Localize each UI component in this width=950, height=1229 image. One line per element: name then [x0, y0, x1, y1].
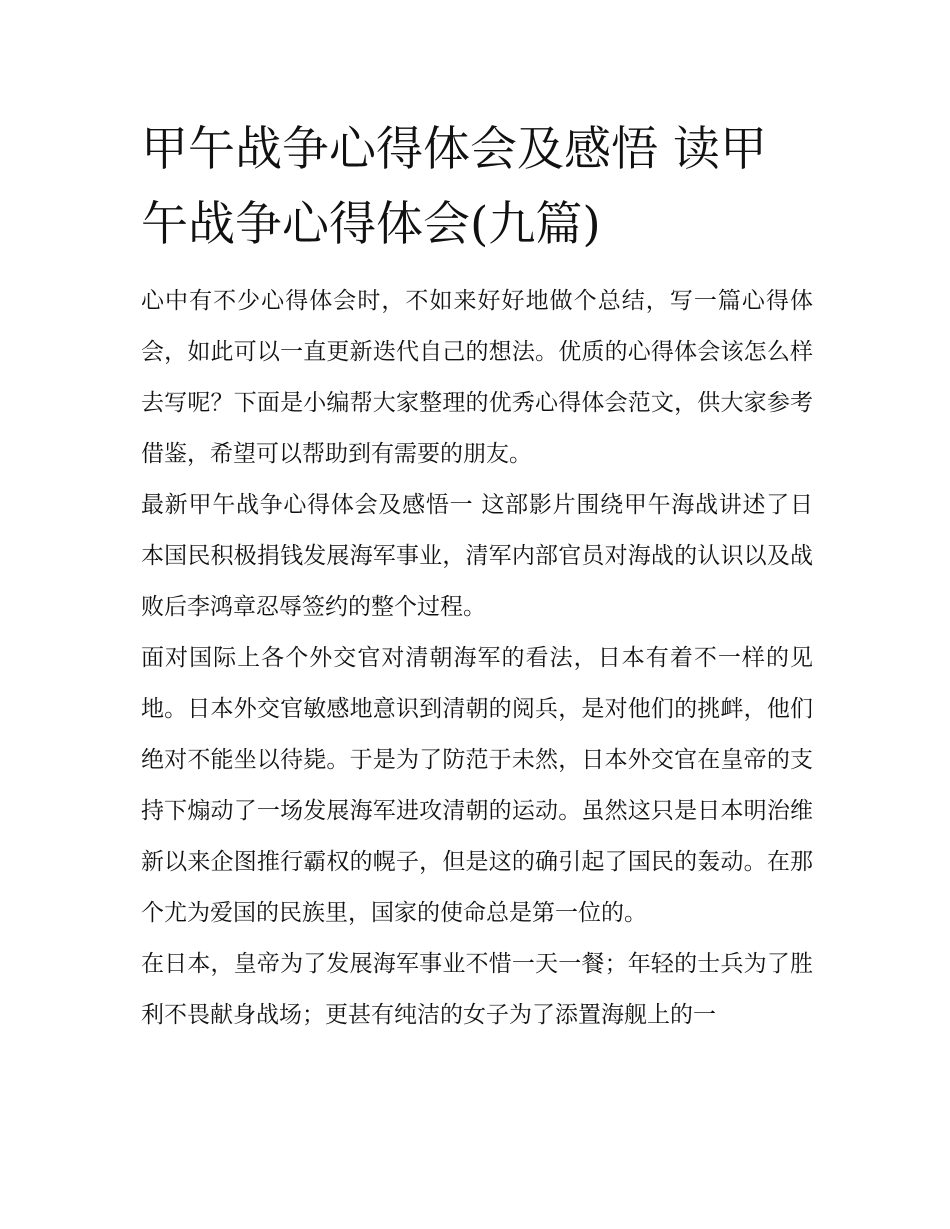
paragraph: 最新甲午战争心得体会及感悟一 这部影片围绕甲午海战讲述了日本国民积极捐钱发展海军事业，清军内部官员对海战的认识以及战败后李鸿章忍辱签约的整个过程。 [141, 492, 813, 620]
paragraph: 心中有不少心得体会时，不如来好好地做个总结，写一篇心得体会，如此可以一直更新迭代自己的想法。优质的心得体会该怎么样去写呢？下面是小编帮大家整理的优秀心得体会范文，供大家参考借鉴，希望可以帮助到有需要的朋友。 [141, 288, 813, 467]
document-title: 甲午战争心得体会及感悟 读甲午战争心得体会(九篇) [141, 122, 767, 252]
document-body [141, 276, 813, 1041]
paragraph: 面对国际上各个外交官对清朝海军的看法，日本有着不一样的见地。日本外交官敏感地意识到清朝的阅兵，是对他们的挑衅，他们绝对不能坐以待毙。于是为了防范于未然，日本外交官在皇帝的支持下煽动了一场发展海军进攻清朝的运动。虽然这只是日本明治维新以来企图推行霸权的幌子，但是这的确引起了国民的轰动。在那个尤为爱国的民族里，国家的使命总是第一位的。 [141, 645, 813, 926]
paragraph: 在日本，皇帝为了发展海军事业不惜一天一餐；年轻的士兵为了胜利不畏献身战场；更甚有纯洁的女子为了添置海舰上的一 [141, 951, 813, 1028]
